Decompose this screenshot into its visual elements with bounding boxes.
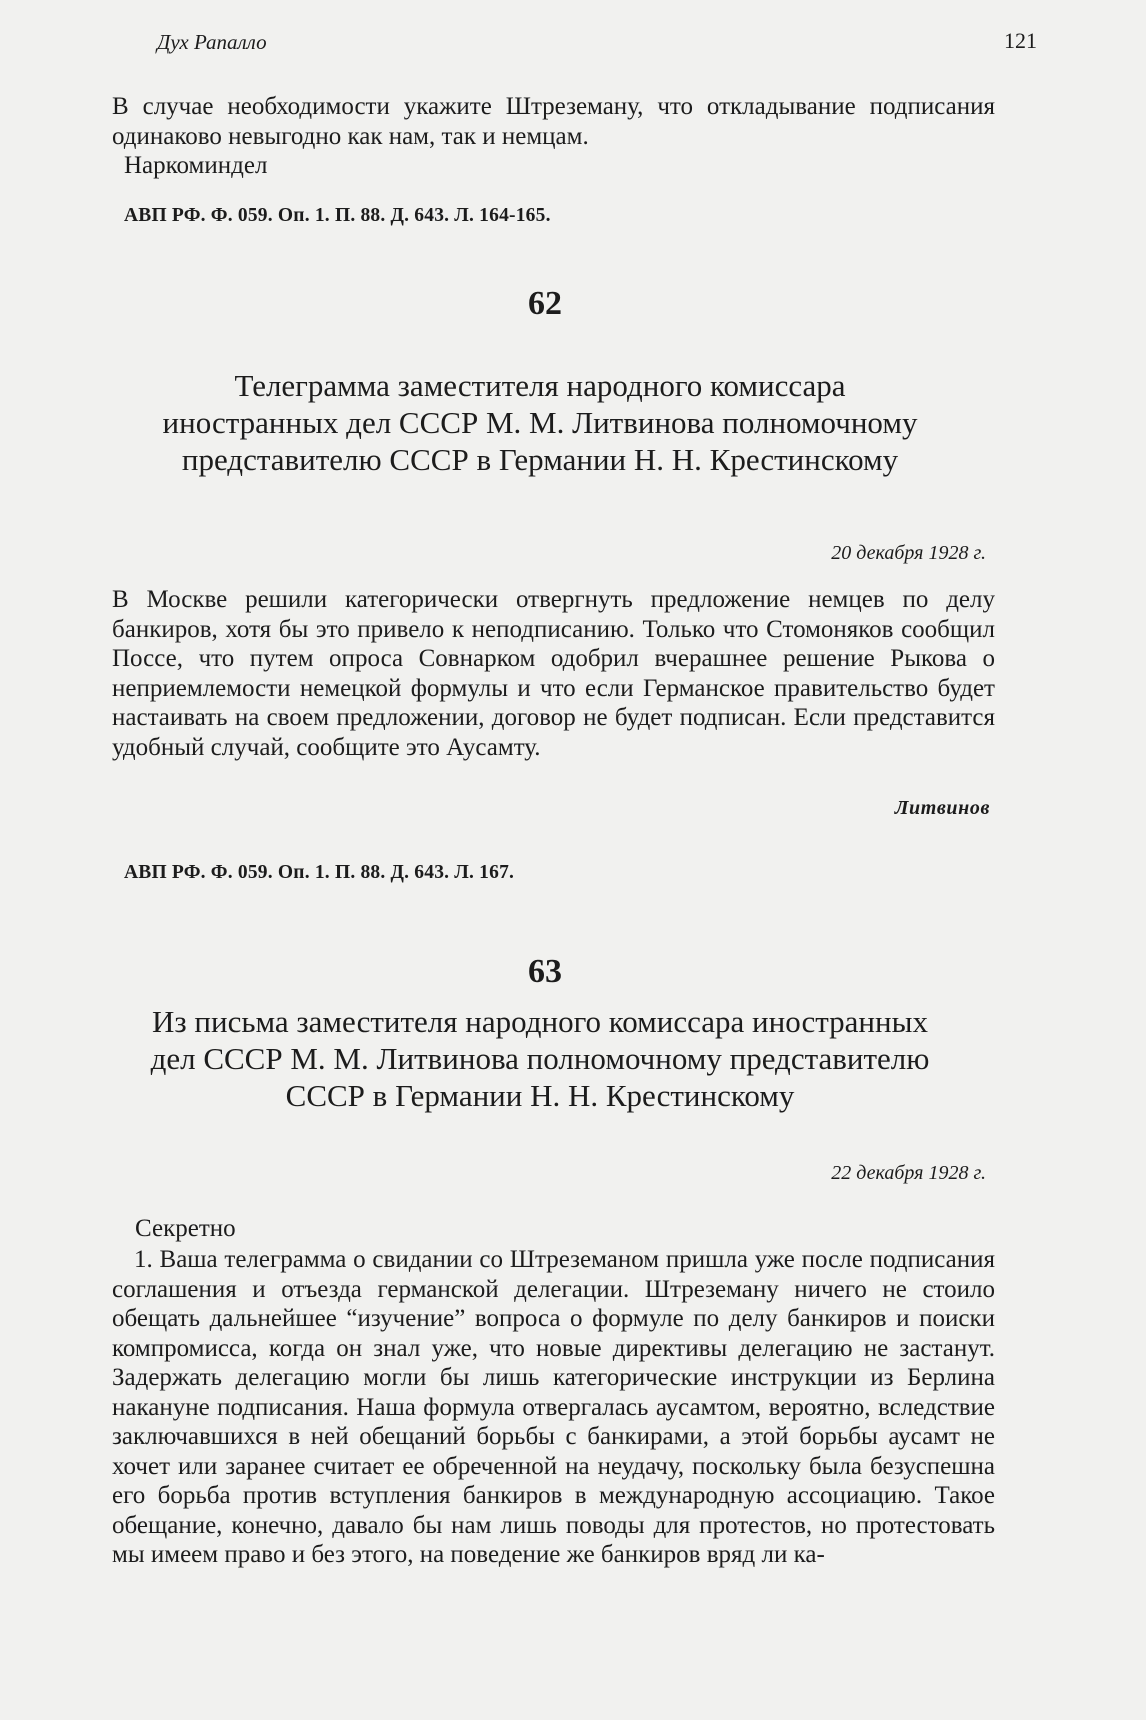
document-number-63: 63 [528,953,562,990]
running-title: Дух Рапалло [157,30,267,54]
intro-paragraph: В случае необходимости укажите Штреземану, что откладывание подписания одинаково невыгодно как нам, так и немцам. [112,93,995,150]
intro-source-reference: АВП РФ. Ф. 059. Оп. 1. П. 88. Д. 643. Л. 164-165. [124,205,551,226]
document-date-63: 22 декабря 1928 г. [831,1162,986,1184]
document-signature-62: Литвинов [894,797,990,819]
document-title-63: Из письма заместителя народного комиссара иностранных дел СССР М. М. Литвинова полномочному представителю СССР в Германии Н. Н. Крестинскому [150,1004,930,1113]
document-date-62: 20 декабря 1928 г. [831,542,986,564]
page-number: 121 [1004,28,1037,53]
document-body-62: В Москве решили категорически отвергнуть предложение немцев по делу банкиров, хотя бы это привело к неподписанию. Только что Стомоняков сообщил Поссе, что путем опроса Совнарком одобрил вчерашнее решение Рыкова о неприемлемости немецкой формулы и что если Германское правительство будет настаивать на своем предложении, договор не будет подписан. Если представится удобный случай, сообщите это Аусамту. [112,586,995,761]
document-body-63: 1. Ваша телеграмма о свидании со Штреземаном пришла уже после подписания соглашения и отъезда германской делегации. Штреземану ничего не стоило обещать дальнейшее “изучение” вопроса о формуле по делу банкиров и поиски компромисса, когда он знал уже, что новые директивы делегацию не застанут. Задержать делегацию могли бы лишь категорические инструкции из Берлина накануне подписания. Наша формула отвергалась аусамтом, вероятно, вследствие заключавшихся в ней обещаний борьбы с банкирами, а этой борьбы аусамт не хочет или заранее считает ее обреченной на неудачу, поскольку была безуспешна его борьба против вступления банкиров в международную ассоциацию. Такое обещание, конечно, давало бы нам лишь поводы для протестов, но протестовать мы имеем право и без этого, на поведение же банкиров вряд ли ка- [112,1246,995,1568]
document-title-62: Телеграмма заместителя народного комиссара иностранных дел СССР М. М. Литвинова полномочному представителю СССР в Германии Н. Н. Крестинскому [162,368,918,477]
classification-label: Секретно [135,1215,236,1242]
document-number-62: 62 [528,285,562,322]
document-source-reference-62: АВП РФ. Ф. 059. Оп. 1. П. 88. Д. 643. Л. 167. [124,862,515,883]
intro-signature: Наркоминдел [124,152,268,179]
